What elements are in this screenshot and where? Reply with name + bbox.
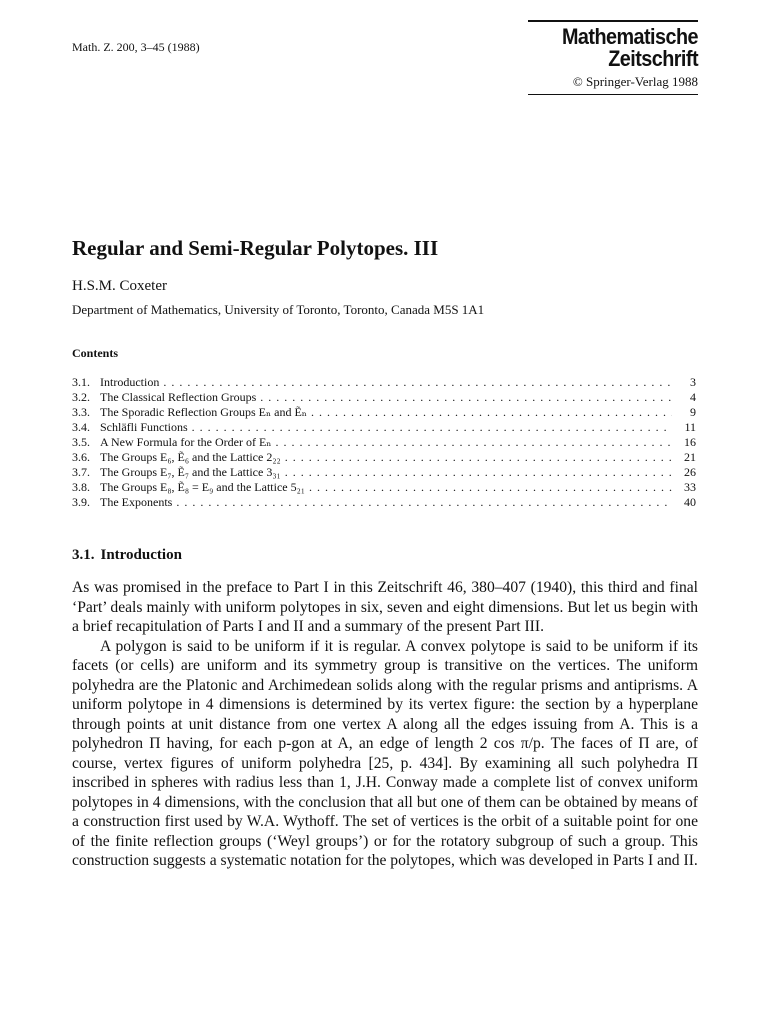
toc-leader-dots [309,480,672,495]
toc-page: 33 [684,480,696,494]
toc-title: Introduction [100,375,160,389]
toc-number: 3.9. [72,495,90,509]
toc-page: 4 [690,390,696,404]
journal-name-line1: Mathematische [561,24,698,49]
toc-title: The Classical Reflection Groups [100,390,257,404]
toc-page: 11 [684,420,696,434]
toc-number: 3.2. [72,390,90,404]
section-heading [72,547,182,564]
toc-leader-dots [163,375,672,390]
journal-masthead [528,20,698,95]
toc-page: 26 [684,465,696,479]
toc-leader-dots [285,450,672,465]
toc-entry[interactable] [72,435,696,450]
toc-entry[interactable] [72,495,696,510]
toc-page: 9 [690,405,696,419]
toc-title: The Exponents [100,495,173,509]
toc-number: 3.7. [72,465,90,479]
author-affiliation: Department of Mathematics, University of Toronto, Toronto, Canada M5S 1A1 [72,302,485,317]
toc-leader-dots [285,465,672,480]
journal-name-line2: Zeitschrift [608,46,698,71]
journal-citation: Math. Z. 200, 3–45 (1988) [72,40,200,54]
toc-title: The Groups E₇, Ẽ₇ and the Lattice 3₃₁ [100,465,281,479]
toc-title: The Groups E₈, Ẽ₈ = E₉ and the Lattice 5₂₁ [100,480,305,494]
toc-leader-dots [311,405,672,420]
toc-page: 21 [684,450,696,464]
section-body [72,578,698,871]
section-title: Introduction [100,547,182,563]
body-paragraph: As was promised in the preface to Part I in this Zeitschrift 46, 380–407 (1940), this third and final ‘Part’ deals mainly with uniform polytopes in six, seven and eight dimensions. But let us begin with a brief recapitulation of Parts I and II and a summary of the present Part III. [72,579,698,635]
toc-number: 3.5. [72,435,90,449]
toc-number: 3.6. [72,450,90,464]
toc-entry[interactable] [72,480,696,495]
toc-title: The Sporadic Reflection Groups Eₙ and Ẽₙ [100,405,307,419]
section-number: 3.1. [72,547,95,563]
toc-title: Schläfli Functions [100,420,188,434]
toc-number: 3.3. [72,405,90,419]
author-name: H.S.M. Coxeter [72,278,167,294]
toc-page: 16 [684,435,696,449]
article-title: Regular and Semi-Regular Polytopes. III [72,236,439,260]
toc-leader-dots [260,390,672,405]
toc-title: The Groups E₆, Ẽ₆ and the Lattice 2₂₂ [100,450,281,464]
toc-entry[interactable] [72,450,696,465]
contents-heading: Contents [72,346,119,360]
toc-leader-dots [275,435,672,450]
toc-entry[interactable] [72,465,696,480]
table-of-contents [72,375,696,510]
toc-entry[interactable] [72,390,696,405]
toc-page: 40 [684,495,696,509]
toc-entry[interactable] [72,405,696,420]
toc-number: 3.1. [72,375,90,389]
toc-leader-dots [176,495,672,510]
toc-title: A New Formula for the Order of Eₙ [100,435,272,449]
toc-page: 3 [690,375,696,389]
toc-number: 3.8. [72,480,90,494]
toc-entry[interactable] [72,420,696,435]
toc-entry[interactable] [72,375,696,390]
toc-leader-dots [192,420,672,435]
body-paragraph: A polygon is said to be uniform if it is regular. A convex polytope is said to be uniform if its facets (or cells) are uniform and its symmetry group is transitive on the vertices. The uniform polyhedra are the Platonic and Archimedean solids along with the regular prisms and antiprisms. A uniform polytope in 4 dimensions is determined by its vertex figure: the section by a hyperplane through points at unit distance from one vertex A along all the edges issuing from A. This is a polyhedron Π having, for each p-gon at A, an edge of length 2 cos π/p. The faces of Π are, of course, vertex figures of uniform polyhedra [25, p. 434]. By examining all such polyhedra Π inscribed in spheres with radius less than 1, J.H. Conway made a complete list of convex uniform polytopes in 4 dimensions, with the conclusion that all but one of them can be obtained by means of a construction first used by W.A. Wythoff. The set of vertices is the orbit of a suitable point for one of the finite reflection groups (‘Weyl groups’) or for the rotatory subgroup of such a group. This construction suggests a systematic notation for the polytopes, which was developed in Parts I and II. [72,637,698,869]
toc-number: 3.4. [72,420,90,434]
publisher-copyright: © Springer-Verlag 1988 [572,74,698,89]
